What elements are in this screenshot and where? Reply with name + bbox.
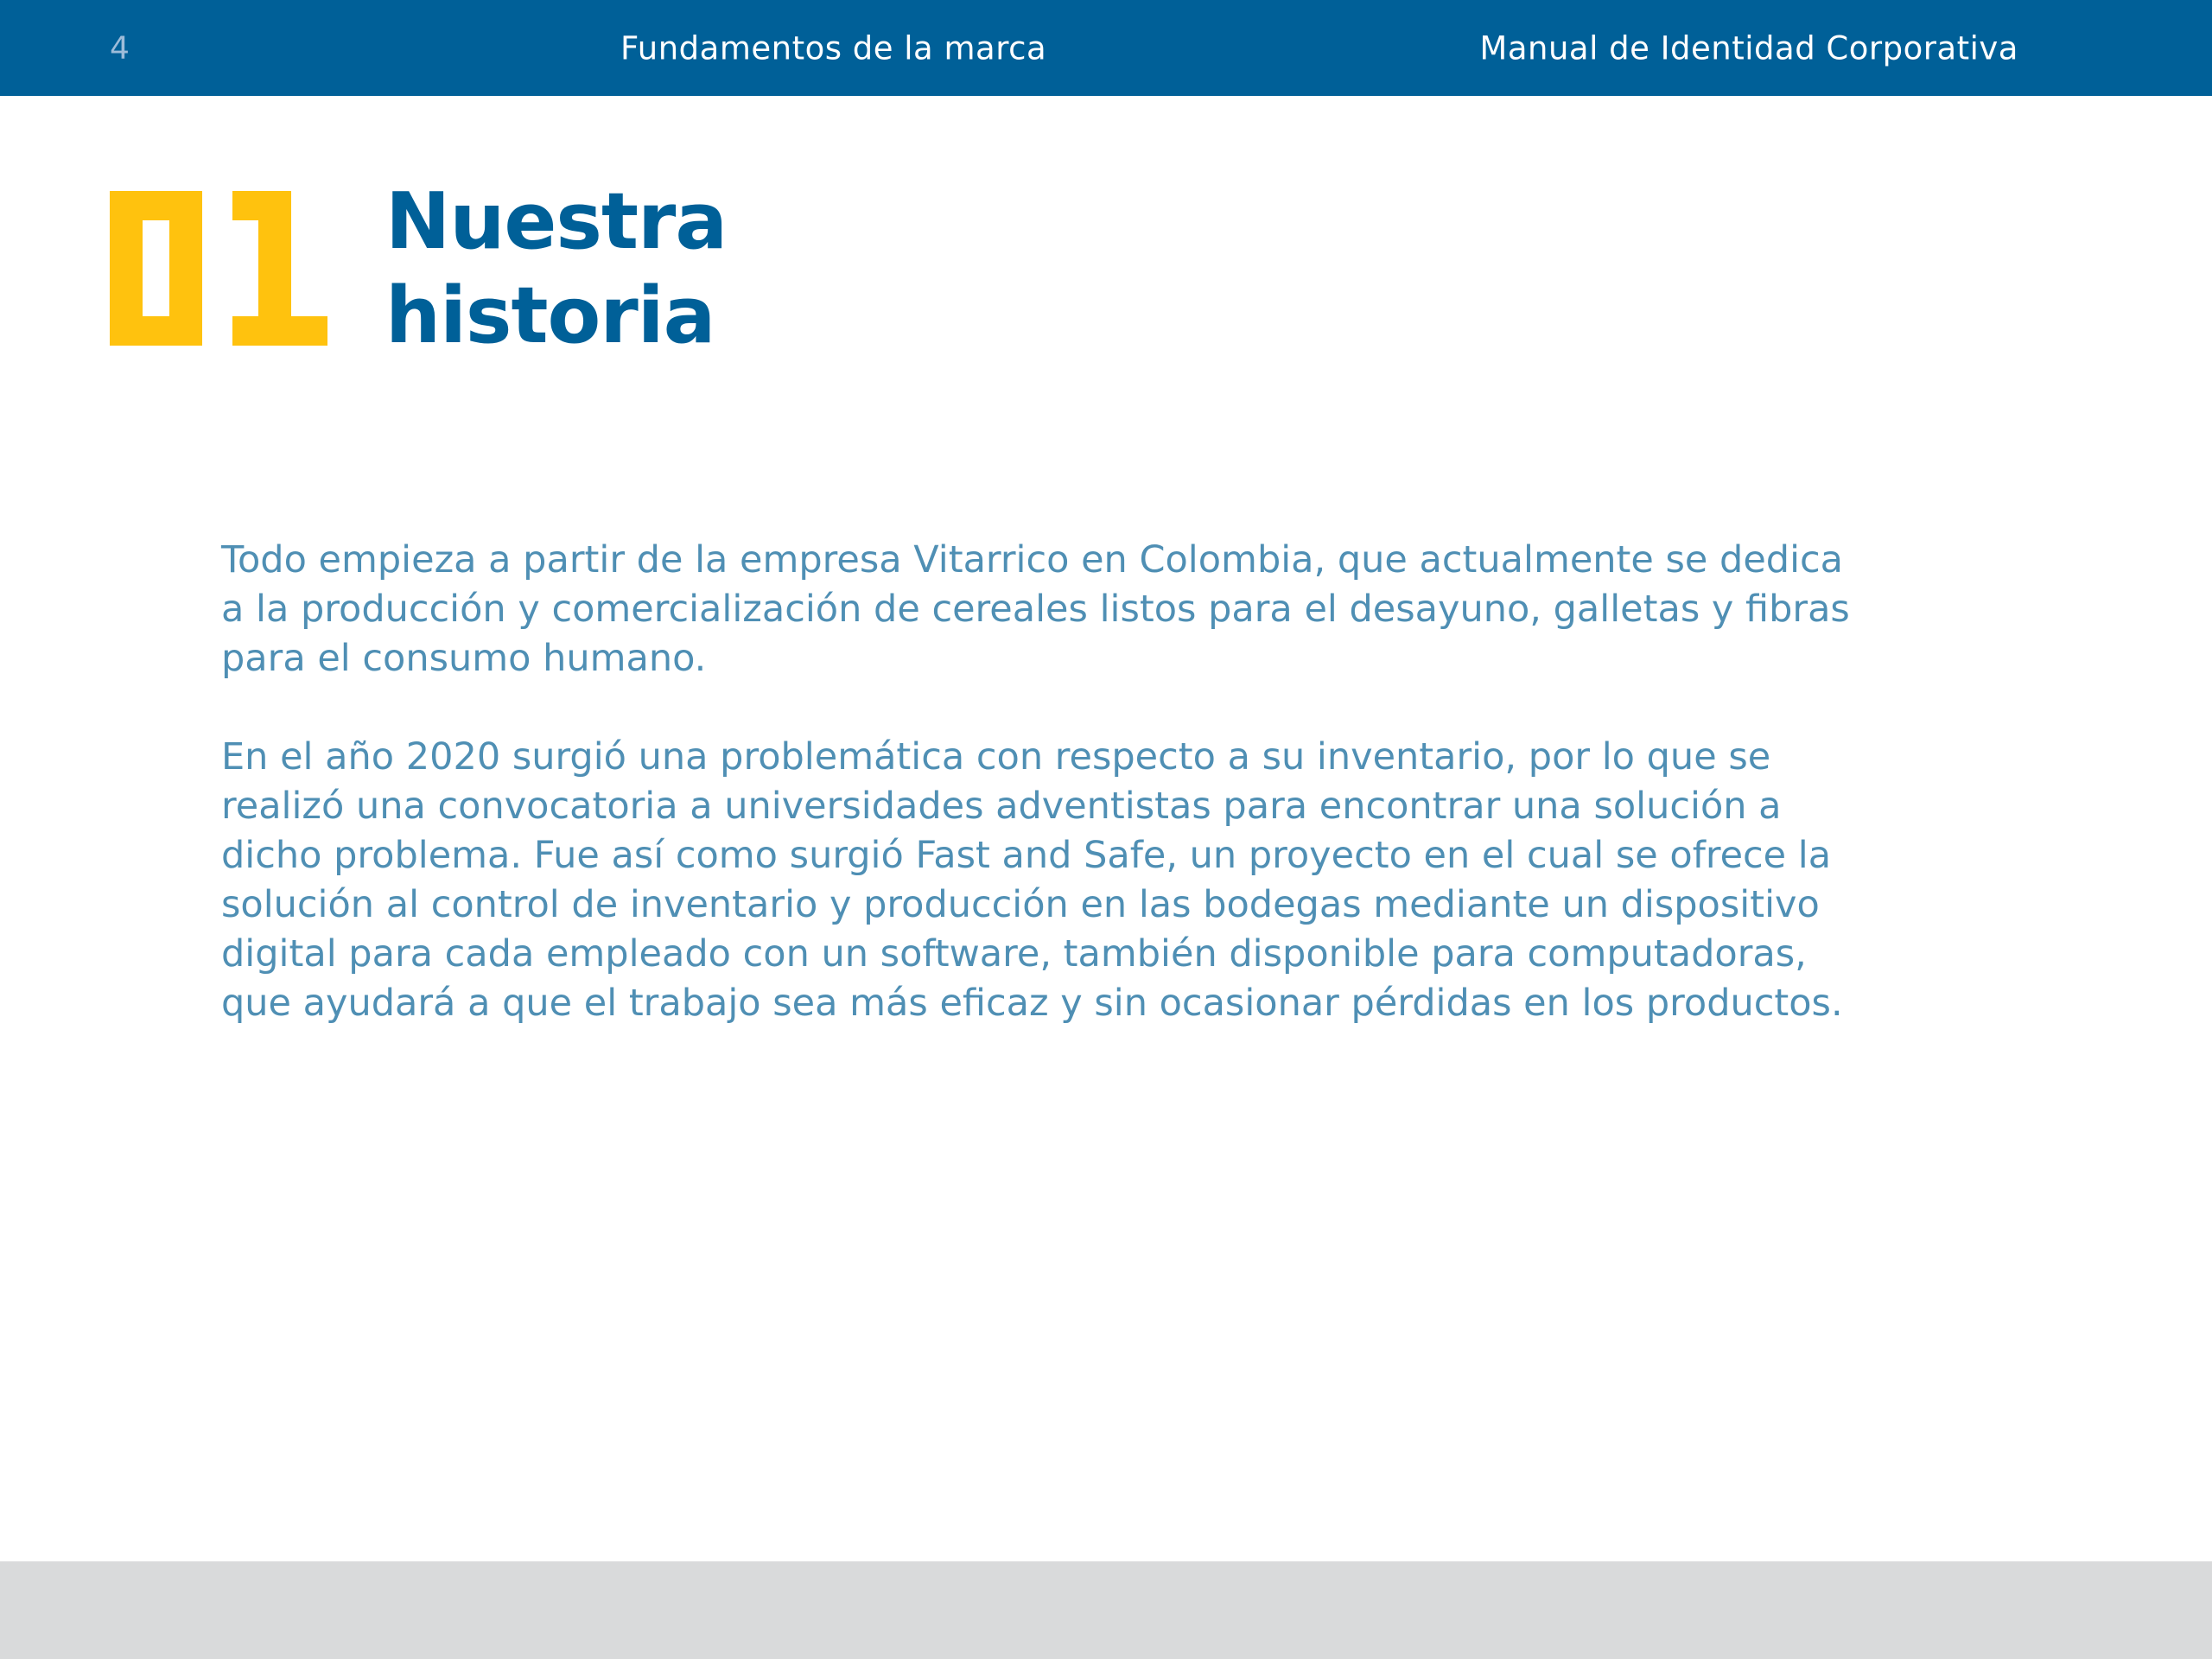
paragraph-line: Todo empieza a partir de la empresa Vitarrico en Colombia, que actualmente se dedica [221,538,1844,582]
digit-1 [232,191,327,346]
paragraph-line: solución al control de inventario y producción en las bodegas mediante un dispositivo [221,883,1820,926]
manual-name: Manual de Identidad Corporativa [1479,29,2018,67]
digit-0 [110,191,202,346]
history-paragraph-2 [221,733,1949,1028]
paragraph-line: que ayudará a que el trabajo sea más eficaz y sin ocasionar pérdidas en los productos. [221,982,1843,1025]
history-paragraph-1 [221,536,1949,683]
section-title-line-1: Nuestra [385,176,728,267]
paragraph-line: para el consumo humano. [221,637,707,680]
paragraph-line: dicho problema. Fue así como surgió Fast and Safe, un proyecto en el cual se ofrece la [221,834,1832,877]
page-number: 4 [110,30,130,67]
section-title-line-2: historia [385,270,715,361]
paragraph-line: realizó una convocatoria a universidades adventistas para encontrar una solución a [221,785,1782,828]
paragraph-line: En el año 2020 surgió una problemática con respecto a su inventario, por lo que se [221,735,1771,779]
header-bar [0,0,2212,96]
section-number-01 [110,191,327,346]
paragraph-line: digital para cada empleado con un software, también disponible para computadoras, [221,932,1807,976]
section-name: Fundamentos de la marca [620,29,1047,67]
section-title [385,175,904,363]
footer-bar [0,1561,2212,1659]
paragraph-line: a la producción y comercialización de cereales listos para el desayuno, galletas y fibras [221,588,1850,631]
